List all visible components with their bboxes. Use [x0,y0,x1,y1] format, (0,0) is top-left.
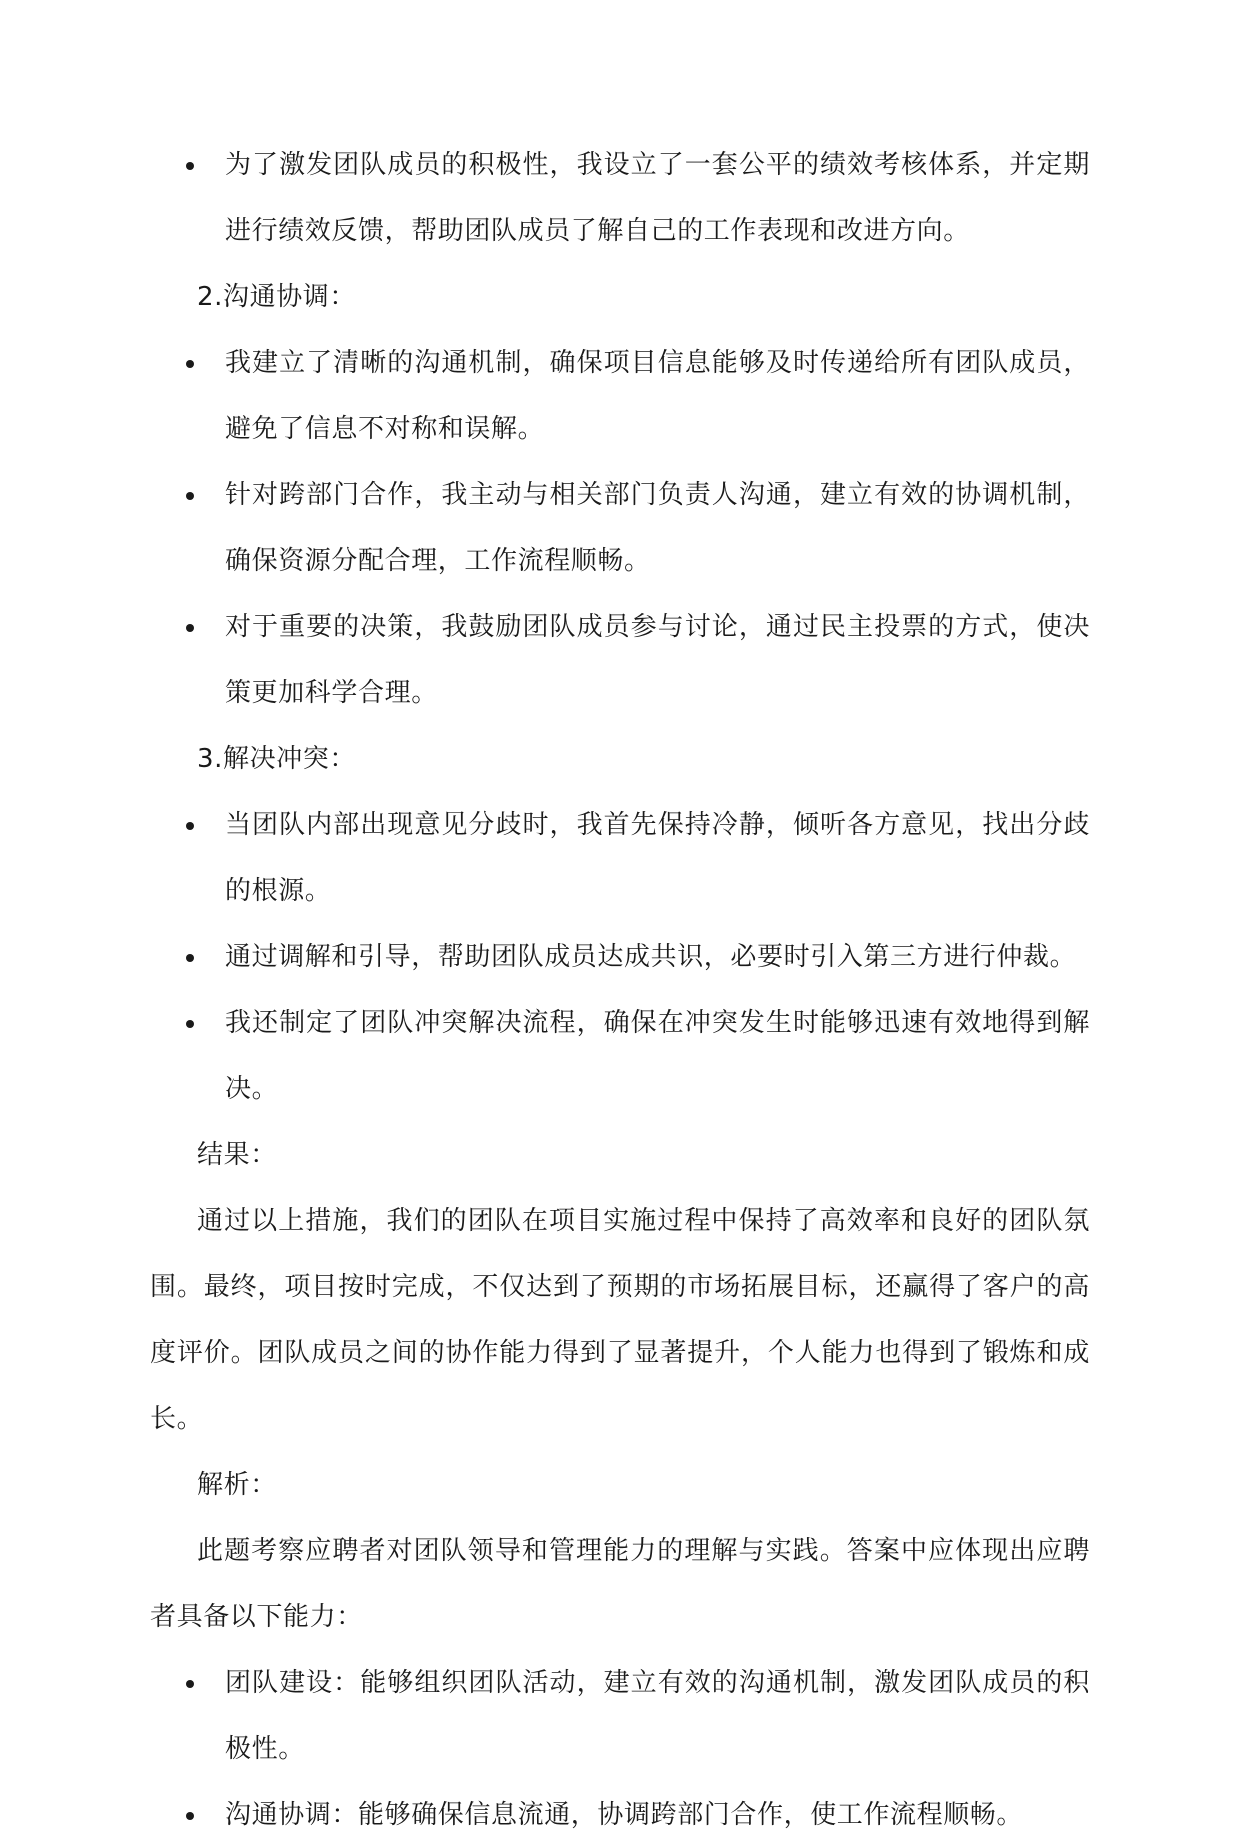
list-item-coordination [150,1782,1090,1848]
bullet-icon [186,360,194,368]
list-item-stay-calm [150,792,1090,924]
list-item-text: 团队建设：能够组织团队活动，建立有效的沟通机制，激发团队成员的积极性。 [225,1668,1090,1764]
document-page [150,132,1090,1848]
list-item-performance-feedback [150,132,1090,264]
section-heading-conflict: 3.解决冲突： [197,744,357,774]
results-label: 结果： [197,1140,277,1170]
bullet-icon [186,822,194,830]
section-heading-communication: 2.沟通协调： [197,282,357,312]
list-item-communication-mechanism [150,330,1090,462]
list-item-mediation [150,924,1090,990]
analysis-paragraph: 此题考察应聘者对团队领导和管理能力的理解与实践。答案中应体现出应聘者具备以下能力： [150,1536,1090,1632]
bullet-icon [186,1812,194,1820]
list-item-text: 当团队内部出现意见分歧时，我首先保持冷静，倾听各方意见，找出分歧的根源。 [225,810,1090,906]
list-item-text: 针对跨部门合作，我主动与相关部门负责人沟通，建立有效的协调机制，确保资源分配合理，工作流程顺畅。 [225,480,1090,576]
bullet-icon [186,954,194,962]
list-item-text: 为了激发团队成员的积极性，我设立了一套公平的绩效考核体系，并定期进行绩效反馈，帮助团队成员了解自己的工作表现和改进方向。 [225,150,1090,246]
bullet-icon [186,1680,194,1688]
results-paragraph: 通过以上措施，我们的团队在项目实施过程中保持了高效率和良好的团队氛围。最终，项目按时完成，不仅达到了预期的市场拓展目标，还赢得了客户的高度评价。团队成员之间的协作能力得到了显著提升，个人能力也得到了锻炼和成长。 [150,1206,1090,1434]
analysis-label: 解析： [197,1470,277,1500]
list-item-text: 对于重要的决策，我鼓励团队成员参与讨论，通过民主投票的方式，使决策更加科学合理。 [225,612,1090,708]
bullet-icon [186,162,194,170]
bullet-icon [186,492,194,500]
list-item-decision-making [150,594,1090,726]
list-item-cross-department [150,462,1090,594]
list-item-text: 沟通协调：能够确保信息流通，协调跨部门合作，使工作流程顺畅。 [225,1800,1024,1830]
list-item-text: 我建立了清晰的沟通机制，确保项目信息能够及时传递给所有团队成员，避免了信息不对称和误解。 [225,348,1090,444]
list-item-team-building [150,1650,1090,1782]
list-item-conflict-process [150,990,1090,1122]
bullet-icon [186,624,194,632]
list-item-text: 我还制定了团队冲突解决流程，确保在冲突发生时能够迅速有效地得到解决。 [225,1008,1090,1104]
bullet-icon [186,1020,194,1028]
list-item-text: 通过调解和引导，帮助团队成员达成共识，必要时引入第三方进行仲裁。 [225,942,1077,972]
